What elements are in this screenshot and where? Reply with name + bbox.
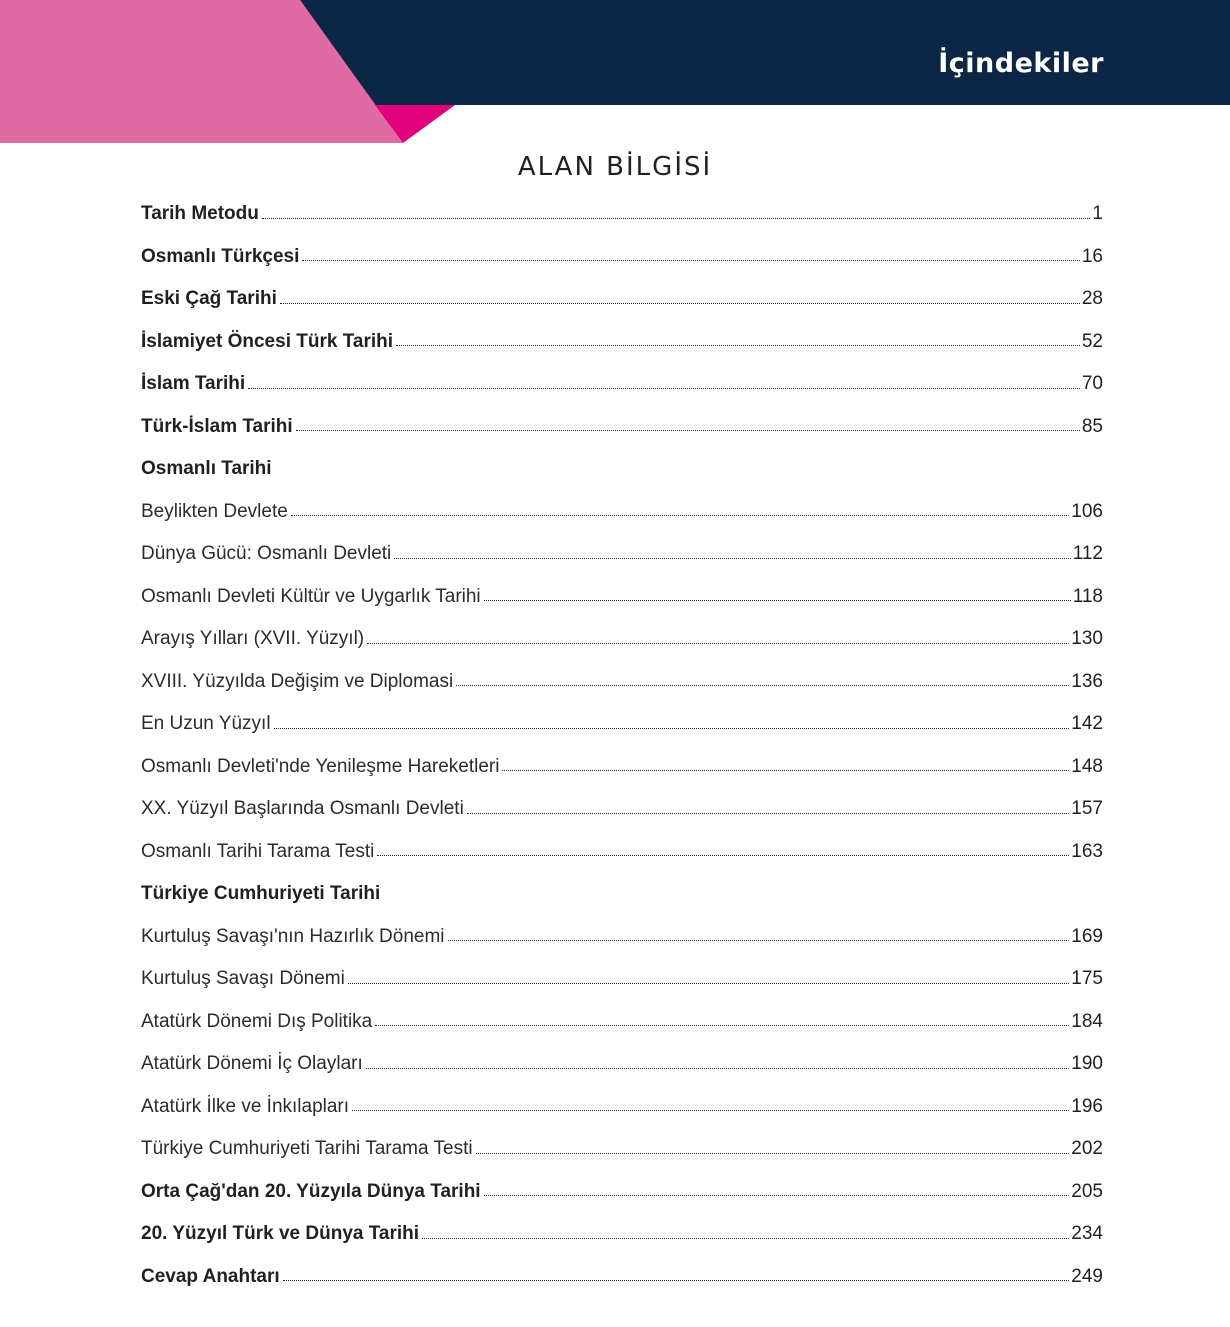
dot-leader xyxy=(283,1280,1070,1281)
toc-entry[interactable] xyxy=(141,661,1103,704)
dot-leader xyxy=(302,260,1079,261)
header-title: İçindekiler xyxy=(938,48,1104,79)
dot-leader xyxy=(291,515,1070,516)
toc-entry[interactable] xyxy=(141,1043,1103,1086)
toc-entry[interactable] xyxy=(141,1256,1103,1299)
toc-entry[interactable] xyxy=(141,491,1103,534)
toc-entry[interactable] xyxy=(141,406,1103,449)
toc-entry[interactable] xyxy=(141,1171,1103,1214)
toc-entry-title: Atatürk İlke ve İnkılapları xyxy=(141,1095,350,1117)
toc-entry[interactable] xyxy=(141,618,1103,661)
toc-entry-title: Tarih Metodu xyxy=(141,203,259,225)
toc-entry-title: Osmanlı Devleti'nde Yenileşme Hareketleri xyxy=(141,755,500,777)
toc-entry-title: Türk-İslam Tarihi xyxy=(141,415,293,437)
dot-leader xyxy=(366,1068,1070,1069)
toc-entry-page-number: 1 xyxy=(1092,203,1103,225)
toc-entry-page-number: 169 xyxy=(1071,925,1103,947)
toc-entry-page-number: 52 xyxy=(1081,330,1103,352)
toc-entry-title: XX. Yüzyıl Başlarında Osmanlı Devleti xyxy=(141,798,464,820)
toc-entry-page-number: 205 xyxy=(1071,1180,1103,1202)
dot-leader xyxy=(456,685,1069,686)
dot-leader xyxy=(484,600,1071,601)
toc-entry[interactable] xyxy=(141,576,1103,619)
toc-entry-title: Atatürk Dönemi Dış Politika xyxy=(141,1010,373,1032)
dot-leader xyxy=(377,855,1069,856)
toc-entry[interactable] xyxy=(141,831,1103,874)
toc-entry-page-number: 16 xyxy=(1081,245,1103,267)
toc-entry-title: Osmanlı Türkçesi xyxy=(141,245,300,267)
header-banner xyxy=(0,0,1230,145)
toc-entry-page-number: 175 xyxy=(1071,968,1103,990)
dot-leader xyxy=(484,1195,1070,1196)
toc-entry-page-number: 112 xyxy=(1072,543,1103,565)
toc-entry[interactable] xyxy=(141,916,1103,959)
dot-leader xyxy=(262,218,1091,219)
toc-entry-title: Osmanlı Devleti Kültür ve Uygarlık Tarihi xyxy=(141,585,481,607)
dot-leader xyxy=(448,940,1070,941)
dot-leader xyxy=(476,1153,1070,1154)
toc-entry-title: Kurtuluş Savaşı'nın Hazırlık Dönemi xyxy=(141,925,445,947)
dot-leader xyxy=(367,643,1069,644)
toc-entry-title: En Uzun Yüzyıl xyxy=(141,713,271,735)
toc-entry[interactable] xyxy=(141,1086,1103,1129)
toc-entry-page-number: 142 xyxy=(1071,713,1103,735)
dot-leader xyxy=(467,813,1070,814)
toc-entry[interactable] xyxy=(141,703,1103,746)
toc-entry-title: Osmanlı Tarihi Tarama Testi xyxy=(141,840,375,862)
toc-entry-page-number: 184 xyxy=(1071,1010,1103,1032)
toc-entry[interactable] xyxy=(141,321,1103,364)
toc-entry-page-number: 163 xyxy=(1071,840,1103,862)
toc-entry-title: Arayış Yılları (XVII. Yüzyıl) xyxy=(141,628,365,650)
dot-leader xyxy=(248,388,1080,389)
toc-entry-page-number: 196 xyxy=(1071,1095,1103,1117)
toc-entry[interactable] xyxy=(141,1128,1103,1171)
toc-entry-page-number: 157 xyxy=(1071,798,1103,820)
toc-entry[interactable] xyxy=(141,958,1103,1001)
toc-entry-page-number: 190 xyxy=(1071,1053,1103,1075)
toc-entry[interactable] xyxy=(141,278,1103,321)
toc-entry[interactable] xyxy=(141,746,1103,789)
toc-entry-title: Atatürk Dönemi İç Olayları xyxy=(141,1053,363,1075)
toc-entry-title: Türkiye Cumhuriyeti Tarihi Tarama Testi xyxy=(141,1138,473,1160)
toc-entry-page-number: 130 xyxy=(1071,628,1103,650)
dot-leader xyxy=(422,1238,1069,1239)
toc-entry-title: Türkiye Cumhuriyeti Tarihi xyxy=(141,883,381,905)
dot-leader xyxy=(348,983,1069,984)
toc-entry-title: Orta Çağ'dan 20. Yüzyıla Dünya Tarihi xyxy=(141,1180,481,1202)
toc-entry-title: İslamiyet Öncesi Türk Tarihi xyxy=(141,330,394,352)
dot-leader xyxy=(296,430,1080,431)
dot-leader xyxy=(352,1110,1069,1111)
dot-leader xyxy=(502,770,1069,771)
toc-entry-page-number: 202 xyxy=(1071,1138,1103,1160)
toc-entry-title: Beylikten Devlete xyxy=(141,500,288,522)
toc-entry-title: Dünya Gücü: Osmanlı Devleti xyxy=(141,543,392,565)
toc-entry-page-number: 28 xyxy=(1081,288,1103,310)
toc-entry[interactable] xyxy=(141,448,1103,491)
table-of-contents xyxy=(141,193,1103,1298)
section-title: ALAN BİLGİSİ xyxy=(517,152,713,182)
toc-entry[interactable] xyxy=(141,236,1103,279)
dot-leader xyxy=(274,728,1070,729)
toc-entry-title: Eski Çağ Tarihi xyxy=(141,288,277,310)
toc-entry[interactable] xyxy=(141,1213,1103,1256)
toc-entry[interactable] xyxy=(141,1001,1103,1044)
toc-entry[interactable] xyxy=(141,193,1103,236)
toc-entry-page-number: 118 xyxy=(1072,585,1103,607)
dot-leader xyxy=(396,345,1080,346)
toc-entry-title: XVIII. Yüzyılda Değişim ve Diplomasi xyxy=(141,670,454,692)
toc-entry-title: 20. Yüzyıl Türk ve Dünya Tarihi xyxy=(141,1223,420,1245)
toc-entry-page-number: 85 xyxy=(1081,415,1103,437)
toc-entry-page-number: 249 xyxy=(1071,1265,1103,1287)
toc-entry-title: Cevap Anahtarı xyxy=(141,1265,280,1287)
dot-leader xyxy=(280,303,1080,304)
toc-entry[interactable] xyxy=(141,788,1103,831)
toc-entry[interactable] xyxy=(141,363,1103,406)
toc-entry-page-number: 234 xyxy=(1071,1223,1103,1245)
dot-leader xyxy=(394,558,1070,559)
toc-entry-page-number: 136 xyxy=(1071,670,1103,692)
toc-entry-page-number: 148 xyxy=(1071,755,1103,777)
toc-entry[interactable] xyxy=(141,533,1103,576)
dot-leader xyxy=(375,1025,1069,1026)
toc-entry-page-number: 106 xyxy=(1071,500,1103,522)
toc-entry-title: Osmanlı Tarihi xyxy=(141,458,272,480)
toc-entry-title: İslam Tarihi xyxy=(141,373,246,395)
toc-entry[interactable] xyxy=(141,873,1103,916)
toc-entry-title: Kurtuluş Savaşı Dönemi xyxy=(141,968,345,990)
toc-entry-page-number: 70 xyxy=(1081,373,1103,395)
